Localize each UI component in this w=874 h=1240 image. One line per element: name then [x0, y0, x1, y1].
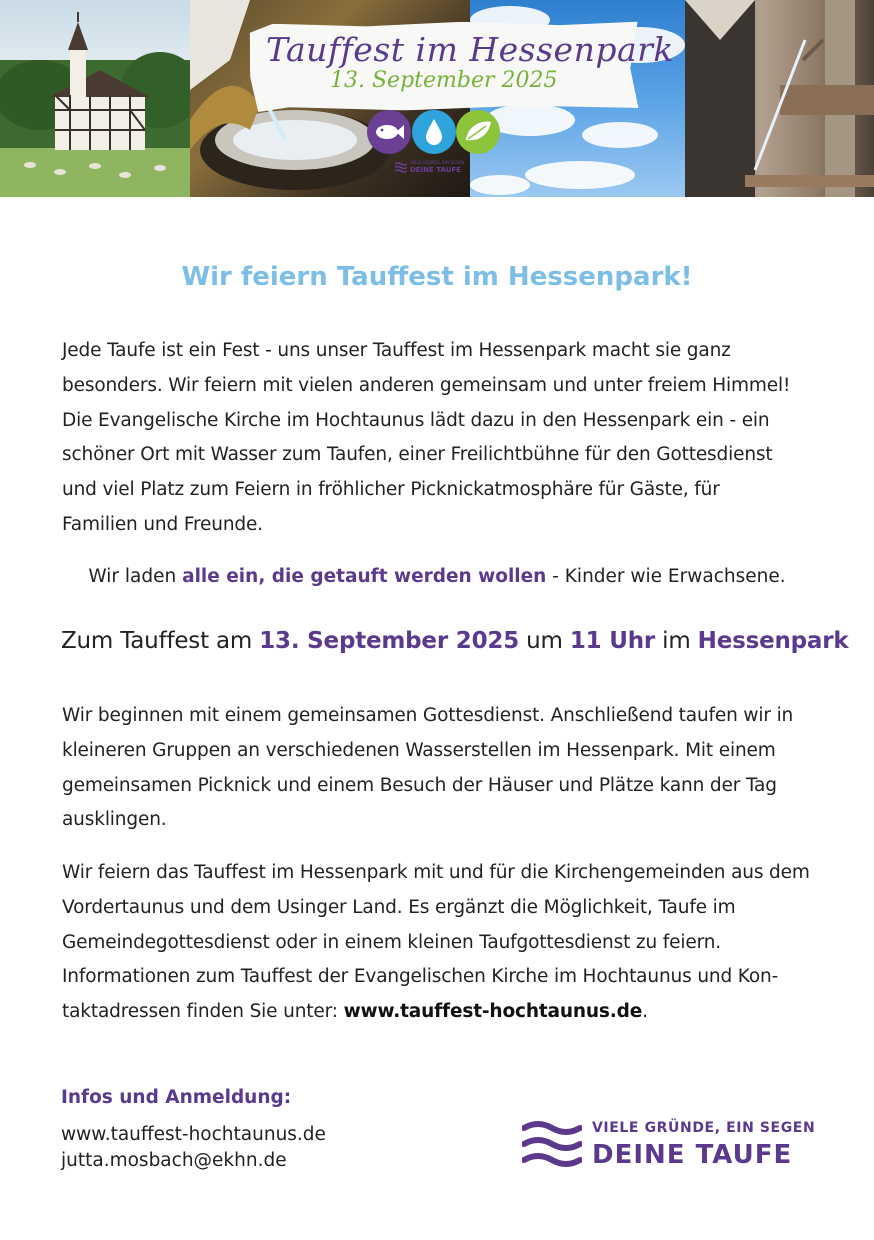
banner-title: Tauffest im Hessenpark — [266, 30, 674, 69]
invitation-line — [0, 566, 874, 587]
program-line: kleineren Gruppen an verschiedenen Wasserstellen im Hessenpark. Mit einem — [62, 739, 776, 761]
header-banner — [0, 0, 874, 197]
logo-tagline: VIELE GRÜNDE, EIN SEGEN — [592, 1120, 816, 1136]
photo-fountain — [685, 0, 874, 197]
intro-line: Familien und Freunde. — [62, 513, 263, 535]
contact-email-link[interactable]: jutta.mosbach@ekhn.de — [61, 1150, 287, 1171]
mini-logo — [395, 160, 470, 176]
waves-icon — [522, 1120, 582, 1172]
invite-text-after: - Kinder wie Erwachsene. — [546, 566, 786, 587]
banner-date: 13. September 2025 — [330, 68, 558, 93]
website-link[interactable]: www.tauffest-hochtaunus.de — [343, 1001, 643, 1023]
contact-heading: Infos und Anmeldung: — [61, 1087, 292, 1108]
invite-text-before: Wir laden — [88, 566, 183, 587]
info-line: Gemeindegottesdienst oder in einem kleinen Taufgottesdienst zu feiern. — [62, 931, 722, 953]
event-place: Hessenpark — [697, 628, 849, 654]
info-paragraph — [62, 856, 822, 1030]
program-line: ausklingen. — [62, 809, 167, 831]
intro-paragraph — [62, 334, 822, 543]
program-paragraph — [62, 699, 822, 838]
intro-line: Jede Taufe ist ein Fest - uns unser Tauffest im Hessenpark macht sie ganz — [62, 340, 731, 361]
photo-half-timbered-church — [0, 0, 190, 197]
dateline-text: im — [655, 628, 698, 654]
intro-line: und viel Platz zum Feiern in fröhlicher Picknickatmosphäre für Gäste, für — [62, 479, 720, 501]
program-line: Wir beginnen mit einem gemeinsamen Gottesdienst. Anschließend taufen wir in — [62, 705, 794, 726]
event-date-line — [61, 628, 849, 654]
intro-line: Die Evangelische Kirche im Hochtaunus lädt dazu in den Hessenpark ein - ein — [62, 409, 770, 431]
info-last-text: taktadressen finden Sie unter: — [62, 1001, 344, 1023]
intro-line: besonders. Wir feiern mit vielen anderen gemeinsam und unter freiem Himmel! — [62, 374, 791, 396]
info-line-last — [62, 995, 822, 1030]
event-time: 11 Uhr — [569, 628, 656, 654]
water-drop-icon — [412, 110, 456, 154]
invite-highlight: alle ein, die getauft werden wollen — [182, 566, 547, 587]
intro-line: schöner Ort mit Wasser zum Taufen, einer Freilichtbühne für den Gottesdienst — [62, 444, 773, 466]
dateline-text: um — [519, 628, 570, 654]
event-date: 13. September 2025 — [259, 628, 520, 654]
waves-icon — [395, 162, 407, 173]
info-last-period: . — [642, 1001, 648, 1023]
fish-icon — [367, 110, 411, 154]
contact-website-link[interactable]: www.tauffest-hochtaunus.de — [61, 1124, 326, 1145]
fountain-illustration — [685, 0, 874, 197]
deine-taufe-logo — [522, 1118, 822, 1174]
logo-name: DEINE TAUFE — [592, 1140, 793, 1170]
page-title: Wir feiern Tauffest im Hessenpark! — [181, 262, 693, 292]
info-line: Vordertaunus und dem Usinger Land. Es ergänzt die Möglichkeit, Taufe im — [62, 896, 736, 918]
info-line: Wir feiern das Tauffest im Hessenpark mit und für die Kirchengemeinden aus dem — [62, 862, 810, 883]
dateline-text: Zum Tauffest am — [61, 628, 260, 654]
mini-logo-tagline: VIELE GRÜNDE, EIN SEGEN — [410, 160, 465, 165]
leaf-icon — [456, 110, 500, 154]
church-illustration — [0, 0, 190, 197]
info-line: Informationen zum Tauffest der Evangelischen Kirche im Hochtaunus und Kon- — [62, 966, 779, 988]
mini-logo-name: DEINE TAUFE — [410, 166, 461, 174]
program-line: gemeinsamen Picknick und einem Besuch der Häuser und Plätze kann der Tag — [62, 774, 777, 796]
